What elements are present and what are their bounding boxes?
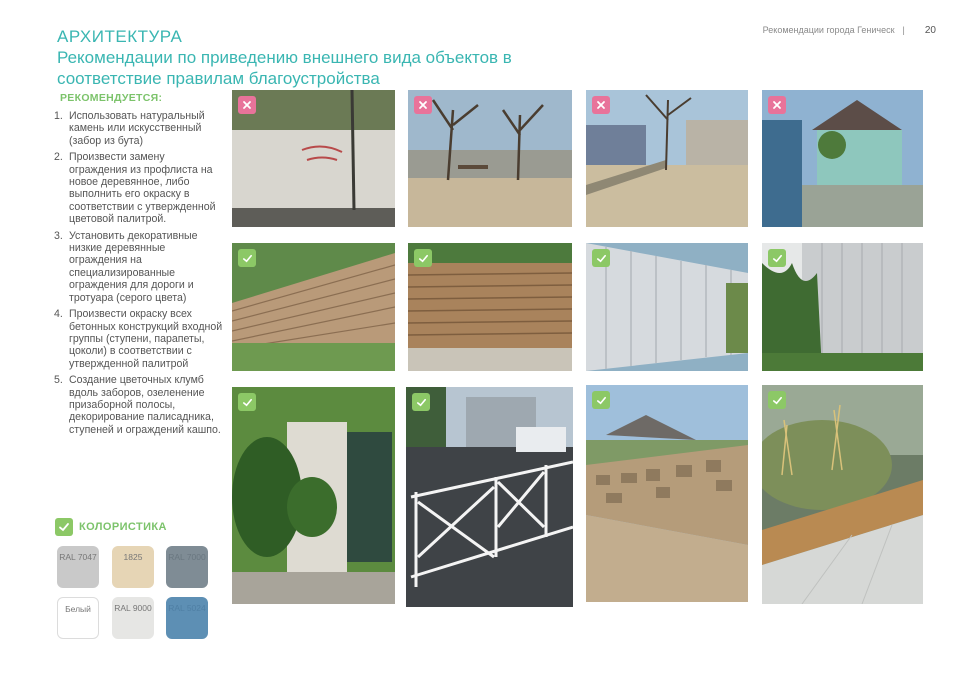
color-swatch: RAL 5024 [166, 597, 208, 639]
color-swatch: RAL 7047 [57, 546, 99, 588]
header-source [763, 25, 936, 36]
photo-bad-example [586, 90, 748, 227]
color-swatch: 1825 [112, 546, 154, 588]
item-text: Создание цветочных клумб вдоль заборов, озеленение призаборной полосы, декорирование палисадника, ступеней и ограждений кашпо. [69, 374, 221, 436]
recommended-heading: РЕКОМЕНДУЕТСЯ: [60, 92, 163, 104]
divider: | [902, 25, 905, 35]
photo-good-example [232, 387, 395, 604]
check-icon [412, 393, 430, 411]
item-number: 1. [54, 110, 63, 122]
item-text: Произвести замену ограждения из профлиста на новое деревянное, либо выполнить его окраску в соответствии с утвержденной цветовой палитрой. [69, 151, 216, 226]
list-item [54, 151, 224, 225]
color-swatch: Белый [57, 597, 99, 639]
check-icon [414, 249, 432, 267]
palette-title: КОЛОРИСТИКА [79, 521, 167, 533]
color-swatch: RAL 9000 [112, 597, 154, 639]
photo-good-example [762, 385, 923, 604]
color-swatch: RAL 7000 [166, 546, 208, 588]
photo-bad-example [762, 90, 923, 227]
photo-bad-example [232, 90, 395, 227]
photo-good-example [586, 243, 748, 371]
check-icon [55, 518, 73, 536]
cross-icon [592, 96, 610, 114]
photo-good-example [586, 385, 748, 602]
photo-bad-example [408, 90, 572, 227]
cross-icon [238, 96, 256, 114]
item-number: 5. [54, 374, 63, 387]
section-title: АРХИТЕКТУРА [57, 27, 183, 46]
list-item [54, 230, 224, 304]
photo-good-example [406, 387, 573, 607]
item-number: 4. [54, 308, 63, 321]
cross-icon [768, 96, 786, 114]
item-number: 2. [54, 151, 63, 164]
photo-good-example [762, 243, 923, 371]
page-title: Рекомендации по приведению внешнего вида объектов в соответствие правилам благоустройства [57, 48, 512, 88]
list-item [54, 374, 224, 436]
photo-good-example [232, 243, 395, 371]
check-icon [768, 249, 786, 267]
cross-icon [414, 96, 432, 114]
palette-heading [55, 518, 167, 536]
item-number: 3. [54, 229, 63, 242]
page-number: 20 [924, 25, 936, 36]
photo-good-example [408, 243, 572, 371]
check-icon [768, 391, 786, 409]
check-icon [592, 249, 610, 267]
source-label: Рекомендации города Геническ [762, 25, 895, 35]
recommendation-list [54, 110, 224, 440]
check-icon [238, 249, 256, 267]
item-text: Использовать натуральный камень или искусственный (забор из бута) [69, 110, 205, 147]
check-icon [592, 391, 610, 409]
list-item [54, 308, 224, 370]
item-text: Установить декоративные низкие деревянные ограждения на специализированные ограждения для дороги и тротуара (серого цвета) [69, 229, 198, 304]
check-icon [238, 393, 256, 411]
list-item [54, 110, 224, 147]
item-text: Произвести окраску всех бетонных конструкций входной группы (ступени, парапеты, цоколи) в соответствии с утвержденной палитрой [69, 308, 223, 370]
